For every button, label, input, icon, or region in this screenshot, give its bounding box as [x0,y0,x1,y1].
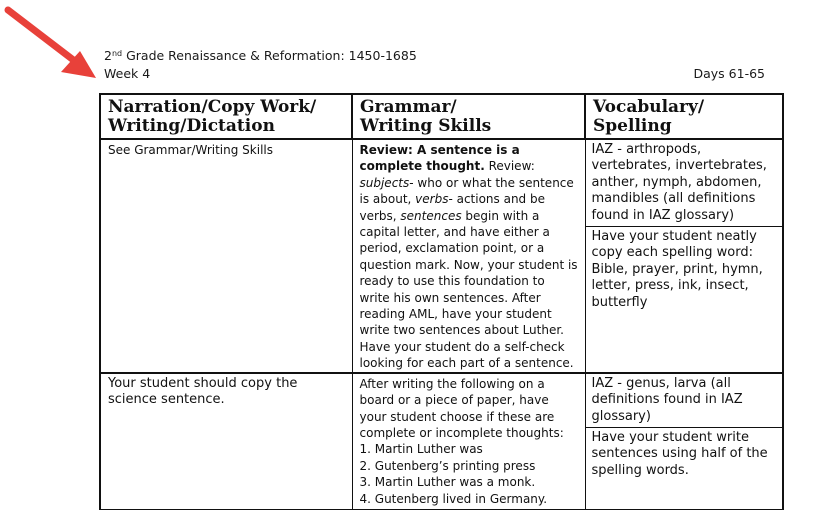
list-item: 4. Gutenberg lived in Germany. [359,491,548,506]
list-item: 3. Martin Luther was a monk. [359,475,536,490]
list-item: 1. Martin Luther was [359,442,483,457]
list-item: 2. Gutenberg’s printing press [359,458,536,473]
column-header-grammar: Grammar/ Writing Skills [352,94,585,139]
grammar-list [360,441,579,507]
narration-cell: Your student should copy the science sentence. [100,373,352,510]
days-label: Days 61-65 [693,66,765,81]
table-row [100,139,783,373]
grammar-cell: Review: A sentence is a complete thought. Review: subjects- who or what the sentence is about, verbs- actions and be verbs, sentences begin with a capital letter, and have either a period, exclamation point, or a question mark. Now, your student is ready to use this foundation to write his own sentences. After reading AML, have your student write two sentences about Luther. Have your student do a self-check looking for each part of a sentence. [352,139,585,373]
table-header-row [100,94,783,139]
spelling-words: Have your student write sentences using half of the spelling words. [591,429,768,478]
lesson-table [99,93,784,510]
narration-cell: See Grammar/Writing Skills [100,139,352,373]
vocabulary-words: IAZ - arthropods, vertebrates, invertebrates, anther, nymph, abdomen, mandibles (all definitions found in IAZ glossary) [586,140,783,227]
vocabulary-words: IAZ - genus, larva (all definitions found in IAZ glossary) [586,374,783,428]
column-header-narration: Narration/Copy Work/ Writing/Dictation [100,94,352,139]
vocabulary-cell [585,139,783,373]
spelling-words: Have your student neatly copy each spelling word: Bible, prayer, print, hymn, letter, press, ink, insect, butterfly [591,229,763,310]
grammar-cell [352,373,585,510]
table-row [100,373,783,510]
week-label: Week 4 [104,66,151,81]
grammar-intro: After writing the following on a board or a piece of paper, have your student choose if these are complete or incomplete thoughts: [359,376,564,440]
page-title: 2nd Grade Renaissance & Reformation: 1450-1685 [104,48,417,63]
column-header-vocabulary: Vocabulary/ Spelling [585,94,783,139]
vocabulary-cell [585,373,783,510]
